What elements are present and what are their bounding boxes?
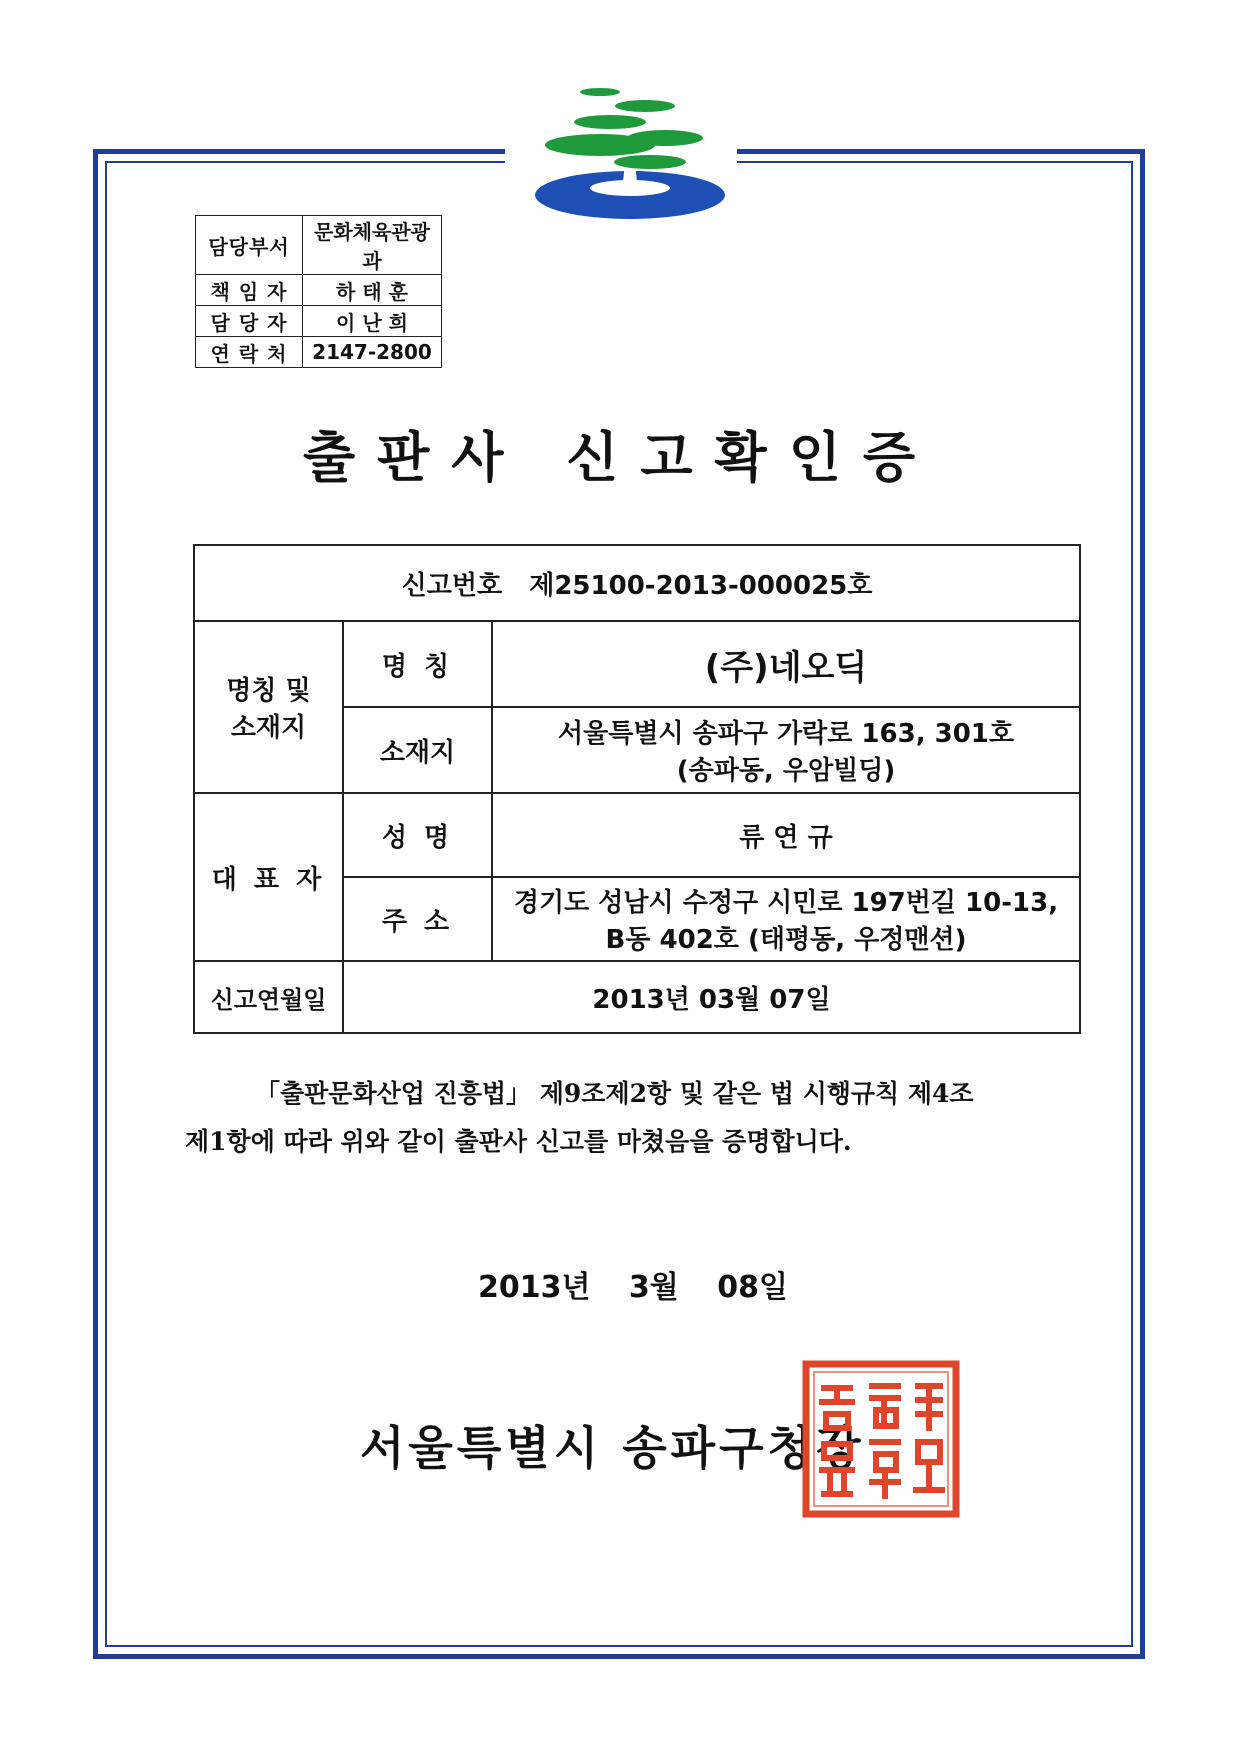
manager-value: 하 태 훈 [303, 275, 442, 306]
certification-statement [185, 1070, 1065, 1166]
statement-line1: 「출판문화산업 진흥법」 제9조제2항 및 같은 법 시행규칙 제4조 [255, 1079, 974, 1108]
report-date-value: 2013년 03월 07일 [343, 961, 1080, 1033]
rep-name-row [194, 793, 1080, 877]
report-date-label: 신고연월일 [194, 961, 343, 1033]
rep-address-label: 주 소 [343, 877, 492, 961]
songpa-logo-icon [520, 80, 740, 225]
rep-name-value: 류 연 규 [492, 793, 1080, 877]
contact-label: 연 락 처 [196, 337, 303, 368]
representative-group-label: 대 표 자 [194, 793, 343, 961]
document-title: 출판사 신고확인증 [302, 426, 938, 489]
name-location-group-label [194, 621, 343, 793]
rep-address-value [492, 877, 1080, 961]
group-label-line1: 명칭 및 [226, 676, 311, 706]
location-line2: (송파동, 우암빌딩) [676, 756, 896, 786]
department-info-table [195, 215, 442, 368]
dept-label: 담당부서 [196, 216, 303, 275]
registration-number: 신고번호 제25100-2013-000025호 [194, 545, 1080, 621]
staff-row [196, 306, 442, 337]
group-label-line2: 소재지 [230, 713, 307, 743]
issuer-name: 서울특별시 송파구청장 [360, 1421, 865, 1475]
manager-row [196, 275, 442, 306]
location-value [492, 707, 1080, 793]
dept-row [196, 216, 442, 275]
issue-date: 2013년 3월 08일 [478, 1270, 788, 1305]
staff-label: 담 당 자 [196, 306, 303, 337]
manager-label: 책 임 자 [196, 275, 303, 306]
contact-value: 2147-2800 [303, 337, 442, 368]
official-seal-stamp [800, 1358, 962, 1520]
company-name-label: 명 칭 [343, 621, 492, 707]
registration-table [193, 544, 1081, 1034]
report-date-row [194, 961, 1080, 1033]
staff-value: 이 난 희 [303, 306, 442, 337]
statement-line2: 제1항에 따라 위와 같이 출판사 신고를 마쳤음을 증명합니다. [185, 1127, 852, 1156]
registration-number-row [194, 545, 1080, 621]
company-name-value: (주)네오딕 [492, 621, 1080, 707]
location-label: 소재지 [343, 707, 492, 793]
address-line1: 경기도 성남시 수정구 시민로 197번길 10-13, [513, 888, 1059, 918]
contact-row [196, 337, 442, 368]
address-line2: B동 402호 (태평동, 우정맨션) [605, 925, 967, 955]
rep-name-label: 성 명 [343, 793, 492, 877]
name-row [194, 621, 1080, 707]
location-line1: 서울특별시 송파구 가락로 163, 301호 [557, 719, 1015, 749]
dept-value: 문화체육관광과 [303, 216, 442, 275]
